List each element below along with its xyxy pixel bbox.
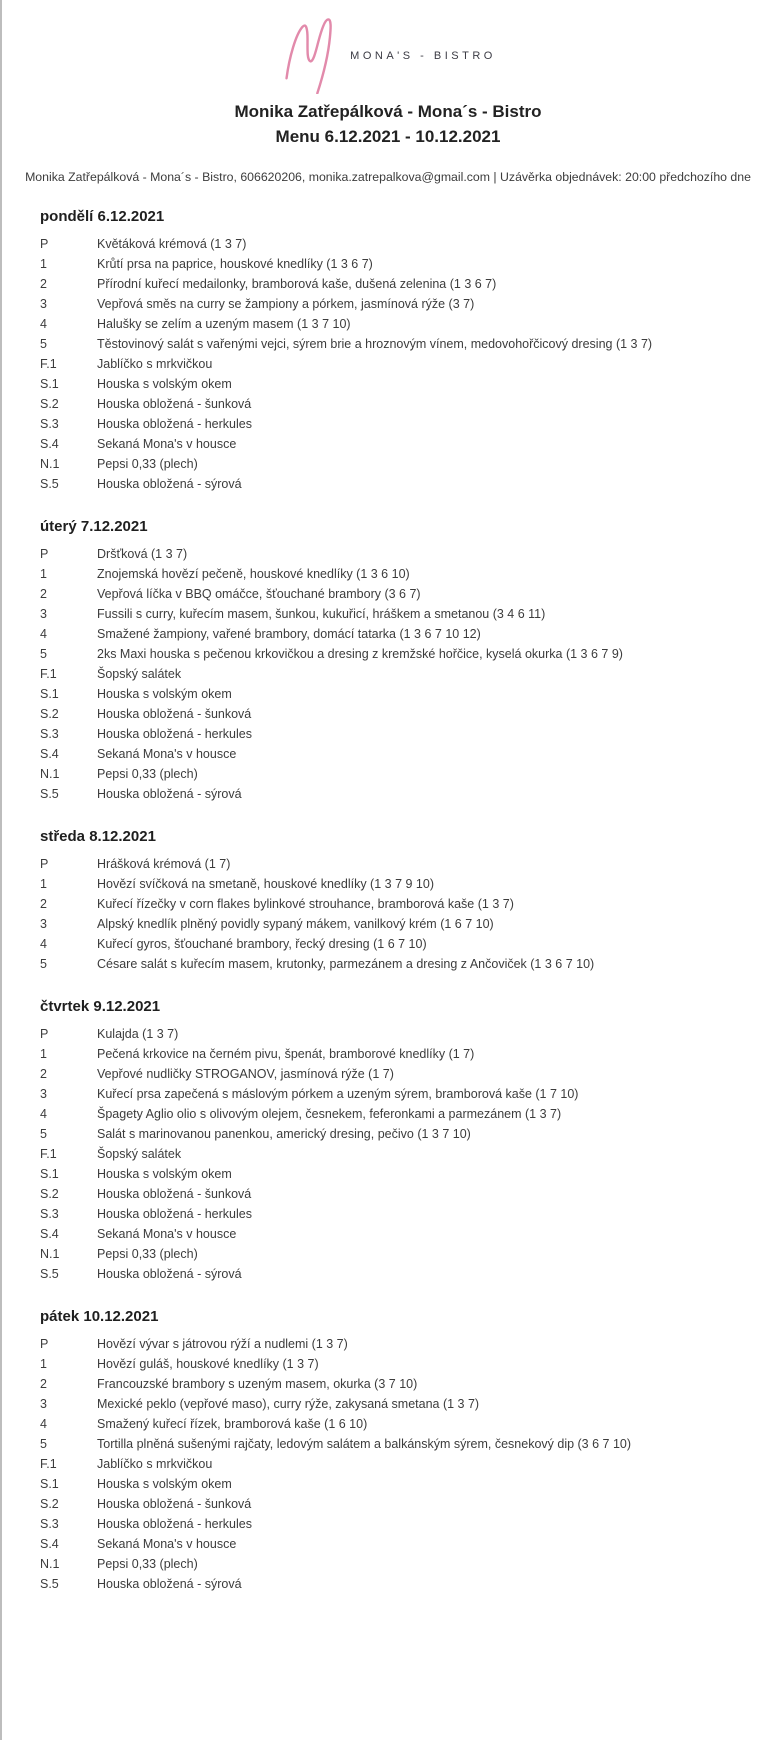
menu-item-row: [2, 764, 774, 784]
item-code: S.4: [40, 437, 59, 451]
menu-item-row: [2, 544, 774, 564]
item-code: 3: [40, 1087, 47, 1101]
item-code: P: [40, 547, 49, 561]
day-section: [2, 518, 774, 804]
item-name: Houska obložená - šunková: [97, 1497, 252, 1511]
item-code: 1: [40, 1047, 47, 1061]
item-code: 1: [40, 1357, 47, 1371]
item-name: Césare salát s kuřecím masem, krutonky, parmezánem a dresing z Ančoviček (1 3 6 7 10): [97, 957, 595, 971]
menu-item-row: [2, 1044, 774, 1064]
item-code: 4: [40, 317, 47, 331]
item-code: 5: [40, 337, 47, 351]
item-name: Kuřecí gyros, šťouchané brambory, řecký dresing (1 6 7 10): [97, 937, 427, 951]
item-name: Vepřové nudličky STROGANOV, jasmínová rýže (1 7): [97, 1067, 394, 1081]
item-name: Hovězí svíčková na smetaně, houskové knedlíky (1 3 7 9 10): [97, 877, 434, 891]
menu-item-row: [2, 1224, 774, 1244]
day-section: [2, 828, 774, 974]
menu-item-row: [2, 314, 774, 334]
menu-item-row: [2, 684, 774, 704]
menu-item-row: [2, 414, 774, 434]
item-code: F.1: [40, 1147, 57, 1161]
item-code: S.4: [40, 1227, 59, 1241]
item-name: Kuřecí prsa zapečená s máslovým pórkem a uzeným sýrem, bramborová kaše (1 7 10): [97, 1087, 579, 1101]
menu-item-row: [2, 474, 774, 494]
day-section: [2, 208, 774, 494]
item-name: Mexické peklo (vepřové maso), curry rýže, zakysaná smetana (1 3 7): [97, 1397, 480, 1411]
item-code: 5: [40, 1437, 47, 1451]
menu-days: [2, 208, 774, 1634]
item-code: S.2: [40, 1497, 59, 1511]
item-code: S.5: [40, 787, 59, 801]
item-code: 3: [40, 917, 47, 931]
menu-item-row: [2, 1334, 774, 1354]
item-name: Fussili s curry, kuřecím masem, šunkou, kukuřicí, hráškem a smetanou (3 4 6 11): [97, 607, 546, 621]
menu-item-row: [2, 1124, 774, 1144]
menu-item-row: [2, 1144, 774, 1164]
menu-item-row: [2, 1024, 774, 1044]
item-name: Znojemská hovězí pečeně, houskové knedlíky (1 3 6 10): [97, 567, 410, 581]
item-code: S.5: [40, 1267, 59, 1281]
item-name: Hovězí vývar s játrovou rýží a nudlemi (1 3 7): [97, 1337, 348, 1351]
item-name: Tortilla plněná sušenými rajčaty, ledovým salátem a balkánským sýrem, česnekový dip (3 6 7 10): [97, 1437, 632, 1451]
item-name: Francouzské brambory s uzeným masem, okurka (3 7 10): [97, 1377, 418, 1391]
item-code: 5: [40, 957, 47, 971]
item-name: Houska obložená - šunková: [97, 707, 252, 721]
menu-item-row: [2, 1474, 774, 1494]
day-rows: [2, 234, 774, 494]
menu-item-row: [2, 354, 774, 374]
day-section: [2, 998, 774, 1284]
item-code: F.1: [40, 1457, 57, 1471]
menu-item-row: [2, 1554, 774, 1574]
menu-item-row: [2, 1414, 774, 1434]
item-code: 3: [40, 607, 47, 621]
menu-item-row: [2, 1104, 774, 1124]
page-title-line2: Menu 6.12.2021 - 10.12.2021: [275, 127, 501, 146]
day-header: čtvrtek 9.12.2021: [40, 998, 161, 1015]
item-code: P: [40, 1337, 49, 1351]
item-code: S.2: [40, 1187, 59, 1201]
item-code: N.1: [40, 457, 60, 471]
item-name: Halušky se zelím a uzeným masem (1 3 7 10): [97, 317, 351, 331]
menu-item-row: [2, 1434, 774, 1454]
item-name: Pepsi 0,33 (plech): [97, 457, 198, 471]
brand-text: MONA'S - BISTRO: [350, 50, 496, 62]
item-name: Sekaná Mona's v housce: [97, 1537, 237, 1551]
menu-item-row: [2, 644, 774, 664]
item-name: Přírodní kuřecí medailonky, bramborová kaše, dušená zelenina (1 3 6 7): [97, 277, 497, 291]
item-code: N.1: [40, 1247, 60, 1261]
item-code: 2: [40, 277, 47, 291]
item-name: Houska s volským okem: [97, 377, 232, 391]
item-code: 4: [40, 937, 47, 951]
item-name: Houska obložená - sýrová: [97, 787, 242, 801]
item-code: S.4: [40, 747, 59, 761]
item-name: Pečená krkovice na černém pivu, špenát, bramborové knedlíky (1 7): [97, 1047, 475, 1061]
menu-item-row: [2, 334, 774, 354]
item-code: F.1: [40, 667, 57, 681]
item-name: Houska s volským okem: [97, 1167, 232, 1181]
item-code: S.5: [40, 477, 59, 491]
day-rows: [2, 1024, 774, 1284]
item-name: Vepřová líčka v BBQ omáčce, šťouchané brambory (3 6 7): [97, 587, 421, 601]
item-name: Šopský salátek: [97, 1147, 182, 1161]
menu-item-row: [2, 1204, 774, 1224]
item-code: S.1: [40, 1477, 59, 1491]
item-name: Salát s marinovanou panenkou, americký dresing, pečivo (1 3 7 10): [97, 1127, 471, 1141]
item-name: Hrášková krémová (1 7): [97, 857, 231, 871]
menu-item-row: [2, 624, 774, 644]
item-code: S.3: [40, 1207, 59, 1221]
item-code: 2: [40, 1067, 47, 1081]
item-code: 3: [40, 297, 47, 311]
menu-item-row: [2, 664, 774, 684]
item-name: Smažené žampiony, vařené brambory, domácí tatarka (1 3 6 7 10 12): [97, 627, 481, 641]
monas-script-m-icon: [280, 14, 336, 94]
item-code: 2: [40, 1377, 47, 1391]
menu-item-row: [2, 1084, 774, 1104]
item-name: Sekaná Mona's v housce: [97, 747, 237, 761]
menu-item-row: [2, 1244, 774, 1264]
item-code: P: [40, 237, 49, 251]
menu-item-row: [2, 854, 774, 874]
item-code: S.2: [40, 707, 59, 721]
day-rows: [2, 854, 774, 974]
day-header: středa 8.12.2021: [40, 828, 156, 845]
day-section: [2, 1308, 774, 1594]
item-code: S.4: [40, 1537, 59, 1551]
menu-item-row: [2, 274, 774, 294]
menu-item-row: [2, 1354, 774, 1374]
menu-item-row: [2, 724, 774, 744]
item-name: Houska obložená - šunková: [97, 1187, 252, 1201]
item-code: S.2: [40, 397, 59, 411]
menu-item-row: [2, 744, 774, 764]
item-name: Pepsi 0,33 (plech): [97, 1247, 198, 1261]
item-code: 4: [40, 1417, 47, 1431]
item-name: Houska s volským okem: [97, 1477, 232, 1491]
item-name: Houska obložená - sýrová: [97, 1577, 242, 1591]
menu-item-row: [2, 254, 774, 274]
item-name: Houska obložená - herkules: [97, 727, 252, 741]
menu-item-row: [2, 604, 774, 624]
item-code: S.3: [40, 1517, 59, 1531]
item-name: Jablíčko s mrkvičkou: [97, 1457, 213, 1471]
menu-item-row: [2, 1184, 774, 1204]
item-code: S.1: [40, 687, 59, 701]
item-code: S.3: [40, 727, 59, 741]
menu-item-row: [2, 394, 774, 414]
item-name: Květáková krémová (1 3 7): [97, 237, 247, 251]
item-name: Jablíčko s mrkvičkou: [97, 357, 213, 371]
item-code: F.1: [40, 357, 57, 371]
item-code: 1: [40, 257, 47, 271]
item-name: 2ks Maxi houska s pečenou krkovičkou a dresing z kremžské hořčice, kyselá okurka (1 3 6 7 9): [97, 647, 623, 661]
item-name: Vepřová směs na curry se žampiony a pórkem, jasmínová rýže (3 7): [97, 297, 475, 311]
menu-item-row: [2, 434, 774, 454]
logo-block: [2, 10, 774, 98]
item-code: 2: [40, 897, 47, 911]
menu-item-row: [2, 954, 774, 974]
item-code: 2: [40, 587, 47, 601]
menu-item-row: [2, 454, 774, 474]
contact-line: Monika Zatřepálková - Mona´s - Bistro, 606620206, monika.zatrepalkova@gmail.com | Uzávěrka objednávek: 20:00 předchozího dne: [25, 170, 751, 184]
item-code: P: [40, 1027, 49, 1041]
item-name: Sekaná Mona's v housce: [97, 437, 237, 451]
menu-item-row: [2, 1264, 774, 1284]
item-code: S.5: [40, 1577, 59, 1591]
page-title-line1: Monika Zatřepálková - Mona´s - Bistro: [234, 102, 542, 121]
day-header: úterý 7.12.2021: [40, 518, 148, 535]
item-name: Dršťková (1 3 7): [97, 547, 188, 561]
item-name: Smažený kuřecí řízek, bramborová kaše (1 6 10): [97, 1417, 368, 1431]
item-name: Pepsi 0,33 (plech): [97, 767, 198, 781]
item-code: S.3: [40, 417, 59, 431]
item-code: 5: [40, 647, 47, 661]
item-name: Houska s volským okem: [97, 687, 232, 701]
day-rows: [2, 544, 774, 804]
item-name: Krůtí prsa na paprice, houskové knedlíky (1 3 6 7): [97, 257, 373, 271]
item-code: S.1: [40, 1167, 59, 1181]
menu-item-row: [2, 1514, 774, 1534]
day-header: pátek 10.12.2021: [40, 1308, 159, 1325]
item-name: Kulajda (1 3 7): [97, 1027, 179, 1041]
item-name: Pepsi 0,33 (plech): [97, 1557, 198, 1571]
item-code: 5: [40, 1127, 47, 1141]
menu-item-row: [2, 914, 774, 934]
item-code: 1: [40, 877, 47, 891]
menu-item-row: [2, 1164, 774, 1184]
item-name: Sekaná Mona's v housce: [97, 1227, 237, 1241]
menu-item-row: [2, 1394, 774, 1414]
item-name: Těstovinový salát s vařenými vejci, sýrem brie a hroznovým vínem, medovohořčicový dresing (1 3 7): [97, 337, 653, 351]
menu-item-row: [2, 1374, 774, 1394]
menu-item-row: [2, 584, 774, 604]
menu-item-row: [2, 1574, 774, 1594]
menu-item-row: [2, 894, 774, 914]
item-name: Hovězí guláš, houskové knedlíky (1 3 7): [97, 1357, 319, 1371]
menu-item-row: [2, 704, 774, 724]
item-name: Houska obložená - herkules: [97, 1207, 252, 1221]
item-name: Špagety Aglio olio s olivovým olejem, česnekem, feferonkami a parmezánem (1 3 7): [97, 1107, 562, 1121]
item-code: S.1: [40, 377, 59, 391]
menu-item-row: [2, 374, 774, 394]
item-code: 4: [40, 627, 47, 641]
item-name: Houska obložená - šunková: [97, 397, 252, 411]
menu-item-row: [2, 234, 774, 254]
menu-item-row: [2, 934, 774, 954]
menu-item-row: [2, 784, 774, 804]
item-name: Houska obložená - herkules: [97, 417, 252, 431]
item-name: Houska obložená - sýrová: [97, 1267, 242, 1281]
item-code: 3: [40, 1397, 47, 1411]
item-name: Houska obložená - herkules: [97, 1517, 252, 1531]
menu-item-row: [2, 1494, 774, 1514]
menu-item-row: [2, 874, 774, 894]
menu-item-row: [2, 564, 774, 584]
menu-item-row: [2, 1454, 774, 1474]
item-code: 1: [40, 567, 47, 581]
item-code: P: [40, 857, 49, 871]
item-name: Houska obložená - sýrová: [97, 477, 242, 491]
menu-item-row: [2, 1534, 774, 1554]
day-rows: [2, 1334, 774, 1594]
item-code: N.1: [40, 1557, 60, 1571]
day-header: pondělí 6.12.2021: [40, 208, 165, 225]
item-code: 4: [40, 1107, 47, 1121]
menu-item-row: [2, 1064, 774, 1084]
item-code: N.1: [40, 767, 60, 781]
item-name: Kuřecí řízečky v corn flakes bylinkové strouhance, bramborová kaše (1 3 7): [97, 897, 514, 911]
item-name: Šopský salátek: [97, 667, 182, 681]
menu-item-row: [2, 294, 774, 314]
item-name: Alpský knedlík plněný povidly sypaný mákem, vanilkový krém (1 6 7 10): [97, 917, 494, 931]
